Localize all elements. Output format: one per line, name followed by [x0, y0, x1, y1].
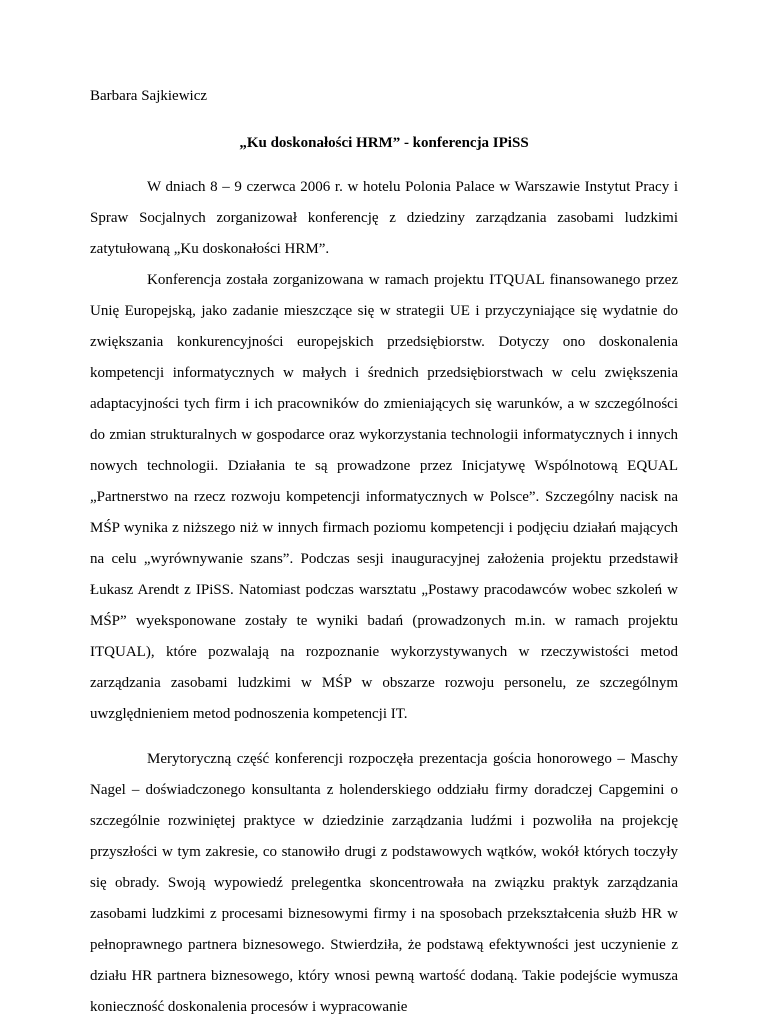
paragraph-project: Konferencja została zorganizowana w ramach projektu ITQUAL finansowanego przez Unię Europejską, jako zadanie mieszczące się w strategii UE i przyczyniające się wydatnie do zwiększania konkurencyjności europejskich przedsiębiorstw. Dotyczy ono doskonalenia kompetencji informatycznych w małych i średnich przedsiębiorstwach w celu zwiększenia adaptacyjności tych firm i ich pracowników do zmieniających się warunków, a w szczególności do zmian strukturalnych w gospodarce oraz wykorzystania technologii informatycznych i innych nowych technologii. Działania te są prowadzone przez Inicjatywę Wspólnotową EQUAL „Partnerstwo na rzecz rozwoju kompetencji informatycznych w Polsce”. Szczególny nacisk na MŚP wynika z niższego niż w innych firmach poziomu kompetencji i podjęciu działań mających na celu „wyrównywanie szans”. Podczas sesji inauguracyjnej założenia projektu przedstawił Łukasz Arendt z IPiSS. Natomiast podczas warsztatu „Postawy pracodawców wobec szkoleń w MŚP” wyeksponowane zostały te wyniki badań (prowadzonych m.in. w ramach projektu ITQUAL), które pozwalają na rozpoznanie wykorzystywanych w rzeczywistości metod zarządzania zasobami ludzkimi w MŚP w obszarze rozwoju personelu, ze szczególnym uwzględnieniem metod podnoszenia kompetencji IT. [90, 272, 678, 722]
paragraph-keynote: Merytoryczną część konferencji rozpoczęła prezentacja gościa honorowego – Maschy Nagel – doświadczonego konsultanta z holenderskiego oddziału firmy doradczej Capgemini o szczególnie rozwiniętej praktyce w dziedzinie zarządzania ludźmi i pozwoliła na projekcję przyszłości w tym zakresie, co stanowiło drugi z podstawowych wątków, wokół których toczyły się obrady. Swoją wypowiedź prelegentka skoncentrowała na związku praktyk zarządzania zasobami ludzkimi z procesami biznesowymi firmy i na sposobach przekształcenia służb HR w pełnoprawnego partnera biznesowego. Stwierdziła, że podstawą efektywności jest uczynienie z działu HR partnera biznesowego, który wnosi pewną wartość dodaną. Takie podejście wymusza konieczność doskonalenia procesów i wypracowanie [90, 751, 678, 1015]
document-body [90, 172, 678, 1023]
author-name: Barbara Sajkiewicz [90, 88, 208, 104]
document-title: „Ku doskonałości HRM” - konferencja IPiSS [239, 135, 529, 151]
paragraph-intro: W dniach 8 – 9 czerwca 2006 r. w hotelu Polonia Palace w Warszawie Instytut Pracy i Spraw Socjalnych zorganizował konferencję z dziedziny zarządzania zasobami ludzkimi zatytułowaną „Ku doskonałości HRM”. [90, 179, 678, 257]
